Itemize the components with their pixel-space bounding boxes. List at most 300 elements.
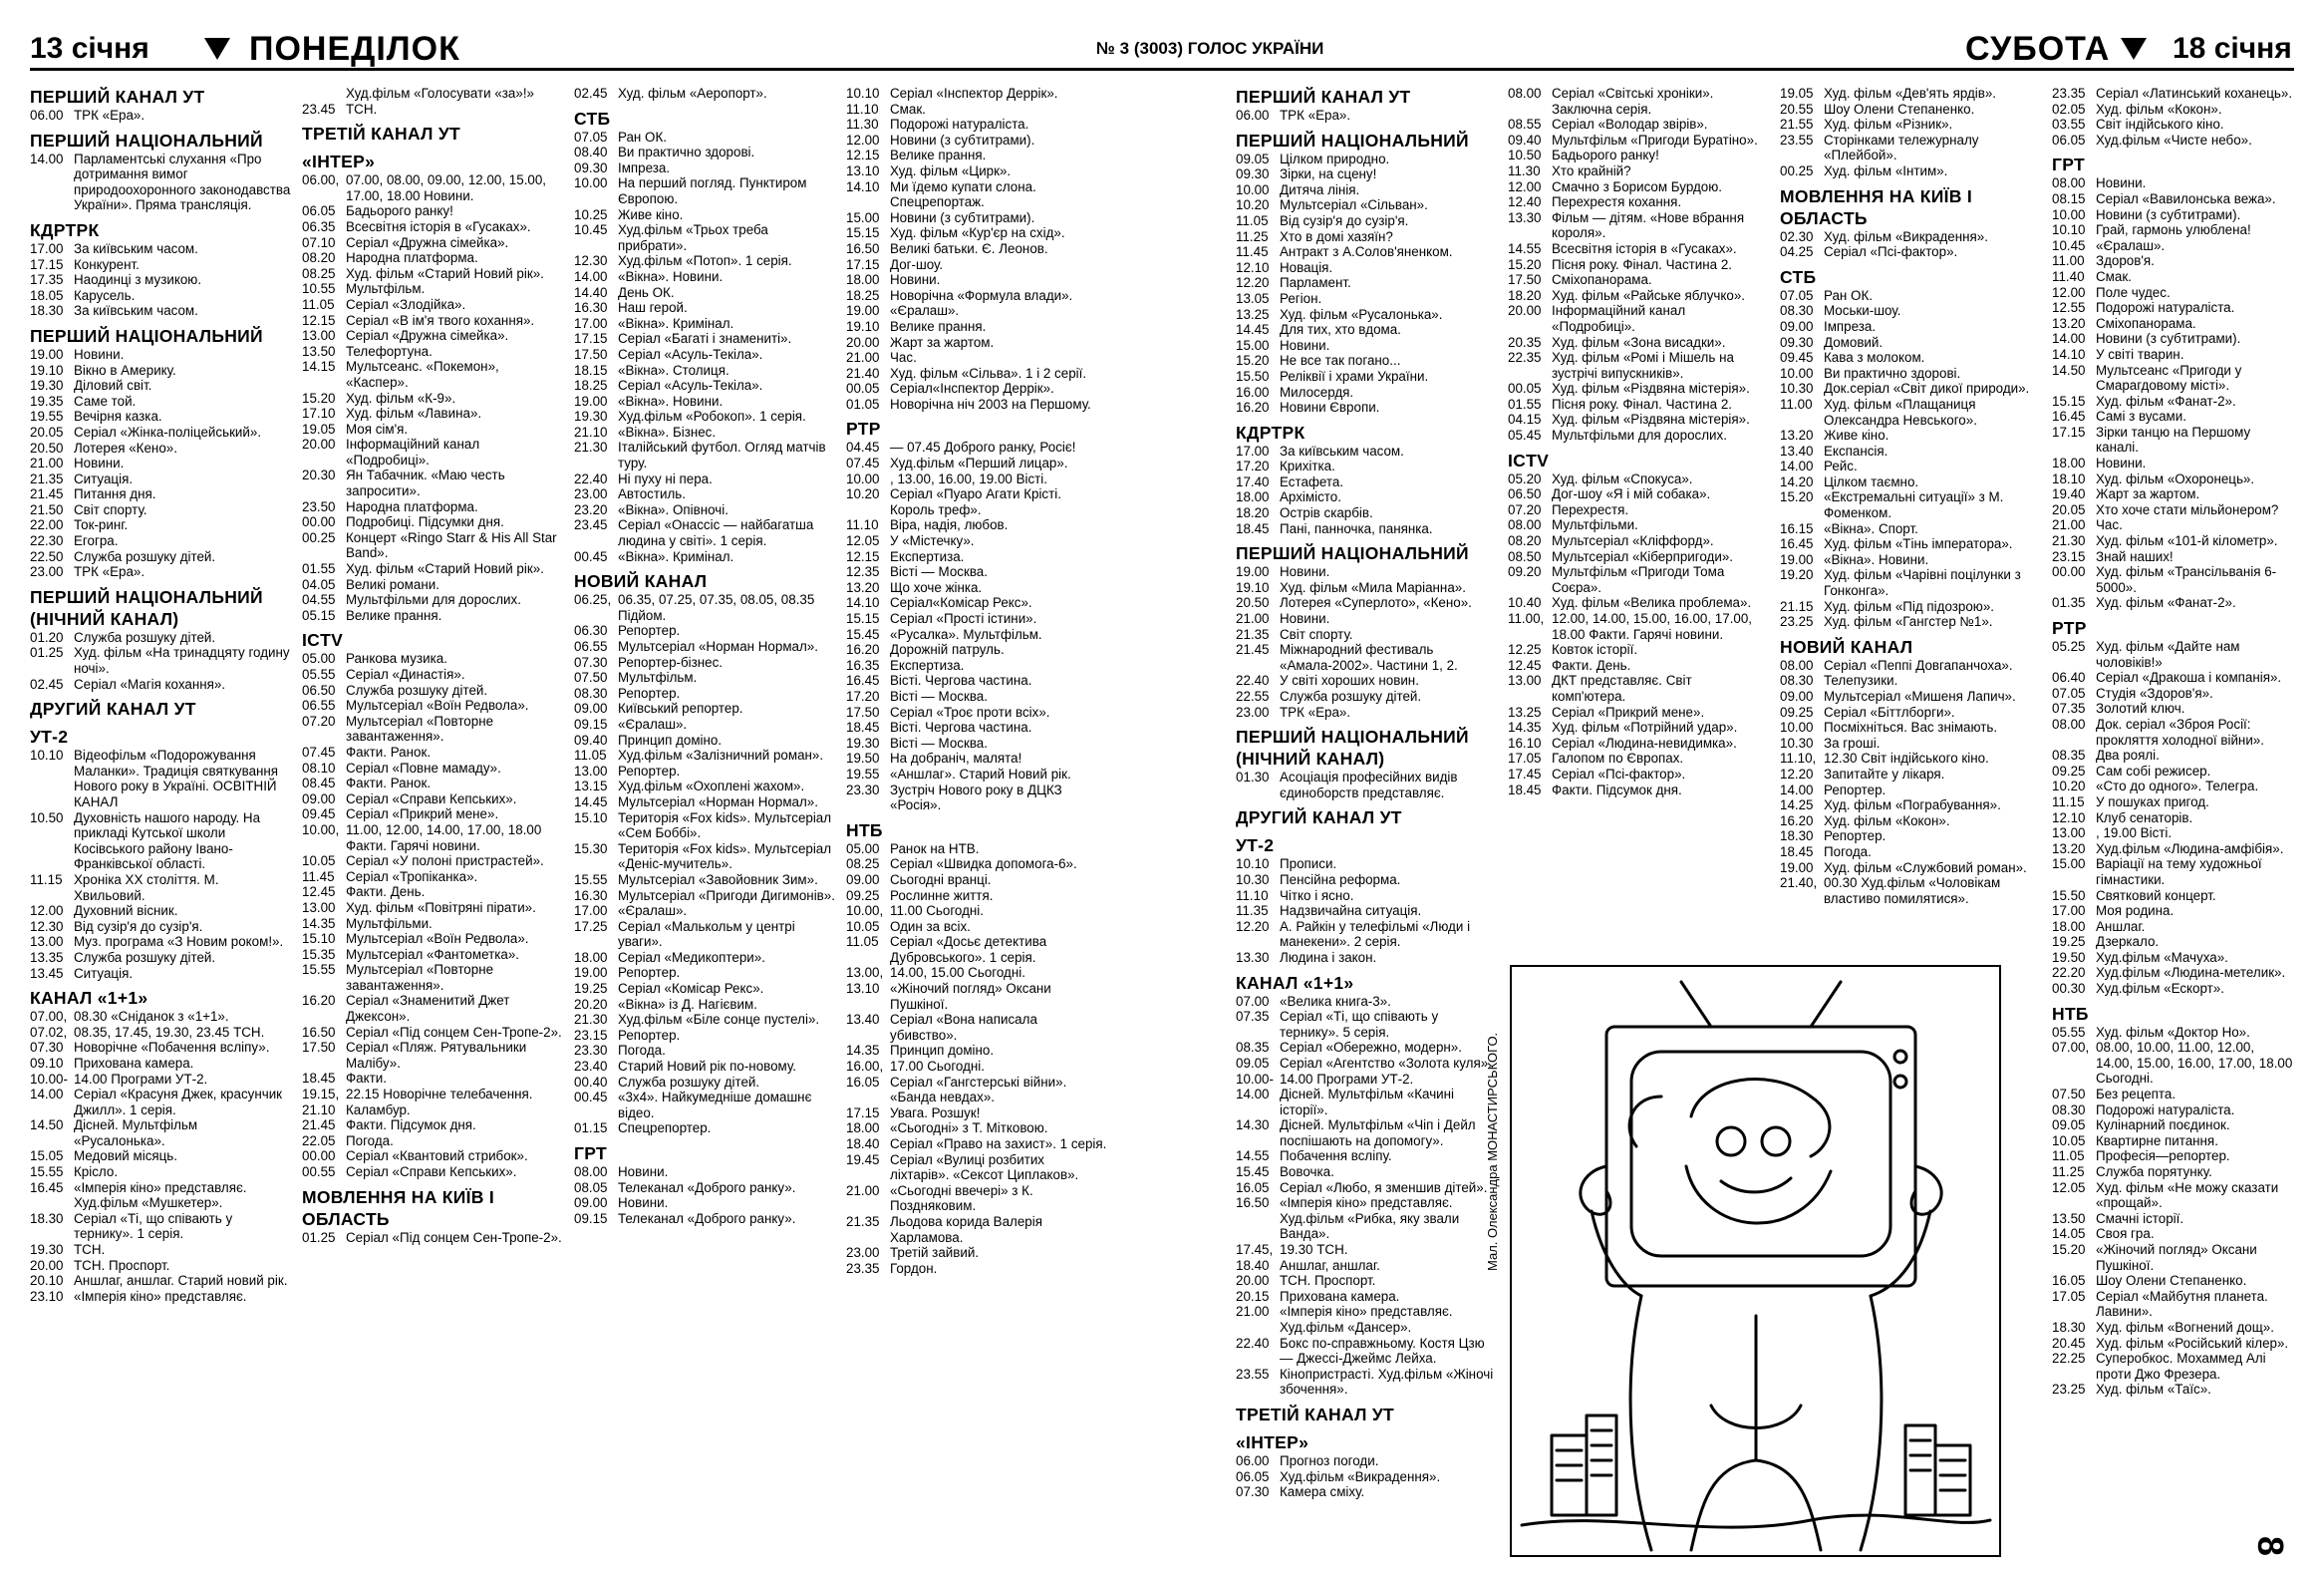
program-title: Факти. — [346, 1071, 387, 1087]
program-title: Серіал «Онассіс — найбагатша людина у світі». 1 серія. — [618, 517, 814, 549]
program-time: 01.35 — [2052, 595, 2086, 611]
program-entry — [1236, 1453, 1497, 1469]
program-entry — [846, 751, 1107, 767]
program-time: 19.00 — [1236, 564, 1270, 580]
program-time: 19.30 — [30, 378, 64, 394]
program-entry — [30, 363, 291, 379]
program-time: 20.55 — [1780, 101, 1814, 117]
program-time: 21.30 — [574, 440, 608, 456]
program-title: Худ. фільм «Під підозрою». — [1824, 598, 1995, 614]
program-time: 15.55 — [302, 962, 336, 978]
program-time: 20.00 — [1508, 303, 1542, 319]
program-entry — [2052, 331, 2294, 347]
program-entry — [30, 934, 291, 950]
program-title: 14.00 Програми УТ-2. — [1280, 1071, 1414, 1087]
program-entry — [1236, 856, 1497, 872]
program-entry — [846, 163, 1107, 179]
program-entry — [1780, 459, 2041, 474]
program-time: 11.40 — [2052, 268, 2085, 284]
program-time: 13.00 — [2052, 825, 2086, 841]
program-title: Асоціація професійних видів єдиноборств представляє. — [1280, 770, 1458, 800]
program-time: 21.40 — [846, 365, 880, 381]
program-time: 18.05 — [30, 287, 64, 303]
program-title: «Сьогодні ввечері» з К. Поздняковим. — [890, 1182, 1033, 1214]
program-time: 09.00 — [1780, 318, 1814, 334]
page-number: 8 — [2250, 1535, 2292, 1557]
program-title: Подорожі натураліста. — [2096, 300, 2235, 316]
program-time: 19.00 — [846, 303, 880, 319]
program-title: За київським часом. — [74, 240, 198, 256]
program-title: 19.30 ТСН. — [1280, 1242, 1348, 1258]
program-entry — [2052, 549, 2294, 565]
program-entry — [574, 686, 835, 702]
program-entry — [1236, 994, 1497, 1010]
program-time: 04.45 — [846, 440, 880, 456]
program-time: 06.00, — [302, 172, 340, 188]
program-title: Острів скарбів. — [1280, 505, 1373, 521]
program-time: 16.45 — [30, 1179, 64, 1195]
program-title: Своя гра. — [2096, 1226, 2155, 1242]
program-entry — [846, 1245, 1107, 1261]
program-time: 09.30 — [574, 159, 608, 175]
program-entry — [846, 86, 1107, 102]
program-title: Худ. фільм «Зона висадки». — [1552, 334, 1726, 350]
program-title: Наш герой. — [618, 300, 688, 316]
program-entry — [1236, 1469, 1497, 1485]
program-title: Лотерея «Суперлото», «Кено». — [1280, 595, 1472, 611]
program-title: Худ.фільм «Голосувати «за»!» — [346, 86, 534, 101]
program-entry — [1236, 642, 1497, 673]
program-time: 23.55 — [1780, 132, 1814, 148]
program-title: 12.00, 14.00, 15.00, 16.00, 17.00, 18.00 Факти. Гарячі новини. — [1552, 611, 1753, 642]
program-time: 14.30 — [1236, 1117, 1270, 1133]
right-day: СУБОТА — [1965, 30, 2111, 68]
program-time: 20.50 — [30, 440, 64, 456]
program-entry — [302, 651, 563, 667]
program-entry — [846, 627, 1107, 643]
program-entry — [1236, 1072, 1497, 1088]
program-title: 14.00 Програми УТ-2. — [74, 1071, 208, 1087]
program-entry — [1236, 919, 1497, 950]
program-title: Автостиль. — [618, 486, 686, 502]
program-title: 17.00 Сьогодні. — [890, 1059, 985, 1075]
program-time: 12.10 — [1236, 259, 1270, 275]
program-entry — [1508, 549, 1769, 565]
program-time: 16.30 — [574, 300, 608, 316]
program-title: Смак. — [2096, 268, 2132, 284]
program-title: 08.35, 17.45, 19.30, 23.45 ТСН. — [74, 1024, 265, 1040]
program-title: Інформаційний канал «Подробиці». — [1552, 303, 1686, 334]
program-title: Худ.фільм «Мачуха». — [2096, 949, 2228, 965]
program-entry — [846, 533, 1107, 549]
program-entry — [30, 1242, 291, 1258]
program-entry — [574, 1180, 835, 1196]
program-entry — [846, 148, 1107, 163]
program-time: 19.00 — [1780, 859, 1814, 875]
program-entry — [2052, 856, 2294, 887]
program-entry — [2052, 1180, 2294, 1211]
program-entry — [30, 303, 291, 319]
program-entry — [1508, 611, 1769, 642]
program-time: 13.10 — [846, 981, 880, 997]
program-time: 18.30 — [1780, 828, 1814, 844]
program-entry — [846, 1183, 1107, 1214]
program-time: 18.20 — [1236, 505, 1270, 521]
program-entry — [1236, 1304, 1497, 1335]
program-entry — [302, 900, 563, 916]
program-entry — [1236, 1289, 1497, 1305]
program-title: Італійський футбол. Огляд матчів туру. — [618, 440, 826, 471]
program-time: 11.45 — [1236, 244, 1269, 260]
program-time: 19.00 — [574, 393, 608, 409]
program-title: Народна платформа. — [346, 250, 478, 266]
program-entry — [1236, 459, 1497, 474]
program-title: Телеканал «Доброго ранку». — [618, 1210, 796, 1226]
program-time: 12.45 — [302, 884, 336, 900]
program-title: Серіал «Вона написала убивство». — [890, 1012, 1037, 1043]
program-title: Репортер-бізнес. — [618, 654, 724, 670]
program-time: 14.00 — [2052, 331, 2086, 347]
program-time: 22.35 — [1508, 350, 1542, 366]
program-entry — [2052, 670, 2294, 686]
program-time: 18.00 — [846, 272, 880, 288]
program-time: 19.00 — [1780, 551, 1814, 567]
program-title: Поле чудес. — [2096, 284, 2171, 300]
program-entry — [574, 794, 835, 810]
program-time: 13.10 — [846, 162, 880, 178]
program-entry — [574, 1028, 835, 1044]
program-time: 10.30 — [1780, 735, 1814, 751]
program-entry — [30, 1211, 291, 1242]
program-time: 11.00 — [2052, 253, 2085, 269]
program-time: 08.25 — [846, 856, 880, 872]
program-title: Новини. — [1280, 337, 1330, 353]
program-time: 08.30 — [1780, 303, 1814, 319]
program-time: 09.05 — [2052, 1117, 2086, 1133]
program-title: «Сто до одного». Телегра. — [2096, 779, 2259, 794]
program-entry — [30, 1180, 291, 1211]
program-title: Телеканал «Доброго ранку». — [618, 1179, 796, 1195]
program-title: Вовочка. — [1280, 1164, 1334, 1180]
program-entry — [1236, 322, 1497, 338]
program-time: 13.30 — [1236, 949, 1270, 965]
channel-heading: УТ-2 — [1236, 835, 1275, 856]
program-time: 23.55 — [1236, 1366, 1270, 1382]
program-title: «3х4». Найкумедніше домашнє відео. — [618, 1090, 812, 1120]
program-time: 16.05 — [846, 1074, 880, 1090]
program-time: 19.05 — [1780, 86, 1814, 101]
program-time: 13.40 — [846, 1012, 880, 1028]
program-title: Ранкова музика. — [346, 651, 447, 667]
channel-heading: КДРТРК — [30, 219, 100, 240]
program-time: 23.00 — [1236, 704, 1270, 720]
program-title: На перший погляд. Пунктиром Європою. — [618, 175, 807, 206]
program-time: 13.00, — [846, 965, 884, 981]
program-time: 01.05 — [846, 396, 880, 412]
program-title: Худ. фільм «101-й кілометр». — [2096, 533, 2278, 549]
program-time: 14.35 — [1508, 720, 1542, 736]
program-time: 04.25 — [1780, 244, 1814, 260]
program-title: Камера сміху. — [1280, 1484, 1365, 1500]
program-title: Вечірня казка. — [74, 409, 162, 425]
program-entry — [30, 645, 291, 676]
program-entry — [2052, 686, 2294, 702]
program-entry — [574, 300, 835, 316]
program-entry — [1780, 673, 2041, 689]
program-title: Дісней. Мультфільм «Чіп і Дейл поспішають на допомогу». — [1280, 1117, 1476, 1148]
program-entry — [574, 592, 835, 623]
program-entry — [1236, 369, 1497, 385]
program-title: Худ. фільм «Чарівні поцілунки з Гонконга». — [1824, 567, 2021, 599]
program-title: Серіал «Псі-фактор». — [1824, 244, 1958, 260]
program-entry — [302, 250, 563, 266]
program-entry — [302, 1117, 563, 1133]
program-title: Лотерея «Кено». — [74, 440, 177, 456]
program-entry — [30, 950, 291, 966]
program-time: 19.10 — [30, 362, 64, 378]
program-entry — [302, 561, 563, 577]
program-title: Духовність нашого народу. На прикладі Кутської школи Косівського району Івано-Франківської області. — [74, 809, 261, 872]
program-time: 20.10 — [30, 1273, 64, 1289]
program-entry — [846, 241, 1107, 257]
program-entry — [846, 381, 1107, 397]
program-entry — [846, 366, 1107, 382]
program-title: ТСН. Проспорт. — [74, 1257, 170, 1273]
program-time: 15.20 — [302, 390, 336, 406]
program-time: 10.00, — [846, 903, 884, 919]
program-entry — [1508, 564, 1769, 595]
program-time: 16.45 — [846, 673, 880, 689]
program-entry — [846, 965, 1107, 981]
program-entry — [2052, 207, 2294, 223]
program-entry — [2052, 717, 2294, 748]
program-time: 14.00 — [1780, 459, 1814, 474]
program-entry — [2052, 564, 2294, 595]
program-title: Знай наших! — [2096, 548, 2174, 564]
program-time: 17.00 — [574, 315, 608, 331]
program-title: Худ. фільм «Різдвяна містерія». — [1552, 412, 1750, 428]
program-time: 17.25 — [574, 918, 608, 934]
program-time: 00.30 — [2052, 981, 2086, 997]
program-entry — [302, 667, 563, 683]
program-entry — [1780, 397, 2041, 428]
program-entry — [846, 689, 1107, 705]
program-title: Велике прання. — [890, 148, 987, 163]
program-title: ТРК «Ера». — [1280, 704, 1351, 720]
program-entry — [1780, 860, 2041, 876]
program-title: ТСН. — [346, 101, 378, 117]
program-time: 07.50 — [574, 670, 608, 686]
program-entry — [574, 378, 835, 394]
program-title: Хто в домі хазяїн? — [1280, 228, 1393, 244]
program-time: 23.30 — [846, 782, 880, 797]
program-time: 15.55 — [30, 1164, 64, 1180]
program-title: Що хоче жінка. — [890, 579, 983, 595]
program-time: 20.00 — [846, 334, 880, 350]
program-title: Побачення всліпу. — [1280, 1148, 1392, 1164]
channel-heading: ДРУГИЙ КАНАЛ УТ — [30, 699, 196, 720]
program-title: Пісня року. Фінал. Частина 2. — [1552, 396, 1733, 412]
program-time: 17.15 — [2052, 424, 2086, 440]
program-time: 01.20 — [30, 629, 64, 645]
program-entry — [574, 347, 835, 363]
program-time: 18.00 — [1236, 489, 1270, 505]
program-entry — [2052, 965, 2294, 981]
program-title: Репортер. — [1824, 828, 1887, 844]
program-title: Худ. фільм «Кур'єр на схід». — [890, 225, 1065, 241]
program-time: 11.15 — [30, 871, 63, 887]
program-title: Худ. фільм «Старий Новий рік». — [346, 265, 544, 281]
program-entry — [30, 347, 291, 363]
program-time: 22.30 — [30, 533, 64, 549]
program-entry — [1236, 627, 1497, 643]
program-entry — [1780, 813, 2041, 829]
program-entry — [1780, 366, 2041, 382]
program-title: Ні пуху ні пера. — [618, 471, 713, 486]
program-entry — [574, 207, 835, 223]
program-title: Худ. фільм «Пограбування». — [1824, 797, 2001, 813]
program-time: 14.45 — [574, 793, 608, 809]
program-entry — [302, 219, 563, 235]
program-entry — [30, 748, 291, 809]
program-time: 13.20 — [1780, 428, 1814, 444]
program-entry — [302, 514, 563, 530]
program-title: Мультсеріал «Норман Нормал». — [618, 793, 818, 809]
program-time: 11.30 — [846, 117, 879, 133]
program-title: Великі романи. — [346, 576, 439, 592]
program-title: Серіал «Дракоша і компанія». — [2096, 670, 2282, 686]
program-entry — [1780, 489, 2041, 520]
program-title: Бокс по-справжньому. Костя Цзю — Джессі-Джеймс Лейха. — [1280, 1335, 1485, 1367]
program-title: Мультфільм. — [618, 670, 698, 686]
program-title: Регіон. — [1280, 290, 1322, 306]
program-time: 20.15 — [1236, 1288, 1270, 1304]
program-time: 08.00 — [574, 1164, 608, 1179]
program-title: Жарт за жартом. — [2096, 486, 2200, 502]
program-title: Ми їдемо купати слона. Спецрепортаж. — [890, 178, 1036, 210]
program-time: 08.55 — [1508, 117, 1542, 133]
program-time: 14.55 — [1508, 240, 1542, 256]
program-entry — [302, 422, 563, 438]
program-entry — [1508, 502, 1769, 518]
program-entry — [1508, 783, 1769, 798]
program-entry — [2052, 133, 2294, 149]
program-time: 09.10 — [30, 1055, 64, 1071]
channel-heading: ПЕРШИЙ НАЦІОНАЛЬНИЙ — [30, 130, 263, 151]
program-title: «Велика книга-3». — [1280, 993, 1391, 1009]
program-time: 10.00, — [302, 821, 340, 837]
program-title: Льодова корида Валерія Харламова. — [890, 1213, 1042, 1245]
program-title: Студія «Здоров'я». — [2096, 685, 2213, 701]
program-title: Факти. Ранок. — [346, 744, 432, 760]
program-title: Смачно з Борисом Бурдою. — [1552, 178, 1723, 194]
program-title: Шоу Олени Степаненко. — [2096, 1273, 2247, 1289]
program-entry — [2052, 471, 2294, 487]
program-time: 18.45 — [1236, 520, 1270, 536]
program-title: Дісней. Мультфільм «Русалонька». — [74, 1117, 198, 1148]
channel-heading: ПЕРШИЙ НАЦІОНАЛЬНИЙ (НІЧНИЙ КАНАЛ) — [1236, 727, 1469, 770]
program-title: Час. — [2096, 517, 2123, 533]
program-entry — [2052, 810, 2294, 826]
program-time: 19.30 — [846, 735, 880, 751]
program-entry — [2052, 1242, 2294, 1273]
program-entry — [574, 160, 835, 176]
program-time: 13.25 — [1236, 306, 1270, 322]
program-entry — [1236, 1087, 1497, 1117]
program-entry — [2052, 425, 2294, 456]
program-time: 13.30 — [1508, 209, 1542, 225]
program-title: Увага. Розшук! — [890, 1104, 981, 1120]
program-title: Серіал «Медикоптери». — [618, 949, 765, 965]
program-time: 11.00 — [1780, 396, 1813, 412]
program-entry — [2052, 456, 2294, 471]
program-title: Милосердя. — [1280, 384, 1354, 400]
program-title: День ОК. — [618, 284, 675, 300]
program-title: , 19.00 Вісті. — [2096, 825, 2173, 841]
program-time: 10.50 — [30, 809, 64, 825]
program-title: Вісті — Москва. — [890, 735, 988, 751]
program-title: Худ. фільм «Трансільванія 6-5000». — [2096, 564, 2277, 595]
program-time: 11.15 — [2052, 793, 2085, 809]
program-time: 17.10 — [302, 406, 336, 422]
program-entry — [302, 172, 563, 203]
program-entry — [1780, 244, 2041, 260]
program-entry — [846, 903, 1107, 919]
program-title: Серіал «Знаменитий Джет Джексон». — [346, 993, 510, 1025]
program-title: Служба розшуку дітей. — [74, 548, 216, 564]
program-time: 17.50 — [574, 346, 608, 362]
program-entry — [846, 872, 1107, 888]
program-title: Серіал «Світські хроніки». Заключна серія. — [1552, 86, 1714, 117]
program-entry — [574, 222, 835, 253]
program-title: Серіал «Красуня Джек, красунчик Джилл». 1 серія. — [74, 1087, 283, 1117]
program-entry — [846, 720, 1107, 736]
program-entry — [574, 701, 835, 717]
program-entry — [2052, 1382, 2294, 1398]
program-entry — [30, 456, 291, 471]
program-time: 10.05 — [302, 853, 336, 869]
program-title: Худ. фільм «Кокон». — [2096, 101, 2222, 117]
program-time: 06.55 — [574, 639, 608, 654]
program-title: Худ. фільм «Не можу сказати «прощай». — [2096, 1179, 2279, 1211]
program-title: Серіал «Повне мамаду». — [346, 760, 501, 776]
program-time: 19.45 — [846, 1151, 880, 1167]
program-title: Худ. фільм «Службовий роман». — [1824, 859, 2027, 875]
program-entry — [1508, 751, 1769, 767]
program-title: Бадьорого ранку! — [346, 203, 453, 219]
program-entry — [302, 853, 563, 869]
program-entry — [1236, 564, 1497, 580]
program-entry — [302, 698, 563, 714]
program-title: Міжнародний фестиваль «Амала-2002». Частини 1, 2. — [1280, 642, 1458, 673]
program-title: Худ. фільм «Повітряні пірати». — [346, 899, 536, 915]
program-entry — [1236, 611, 1497, 627]
program-time: 18.30 — [30, 303, 64, 319]
program-entry — [1508, 179, 1769, 195]
program-title: Худ. фільм «Дайте нам чоловіків!» — [2096, 639, 2240, 670]
channel-heading: МОВЛЕННЯ НА КИЇВ І ОБЛАСТЬ — [302, 1186, 495, 1229]
program-entry — [2052, 1273, 2294, 1289]
program-title: Галопом по Європах. — [1552, 751, 1684, 767]
program-time: 12.00 — [30, 903, 64, 919]
program-title: Крихітка. — [1280, 459, 1335, 474]
program-time: 17.50 — [1508, 272, 1542, 288]
program-title: Новини. — [1280, 564, 1330, 580]
program-title: Новини. — [74, 456, 125, 471]
program-entry — [30, 1009, 291, 1025]
program-entry — [846, 611, 1107, 627]
program-entry — [846, 981, 1107, 1012]
